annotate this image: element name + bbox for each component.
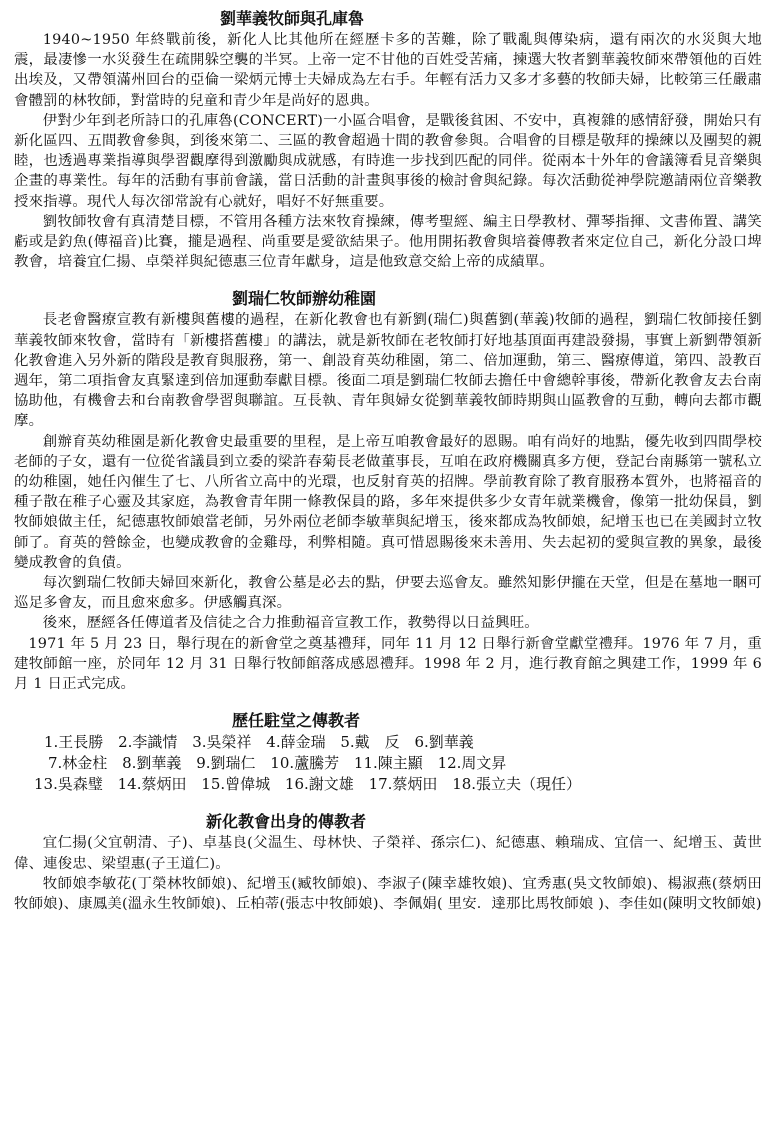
section-preachers-list xyxy=(14,710,762,795)
list-row xyxy=(14,753,762,774)
paragraph: 伊對少年到老所詩口的孔庫魯(CONCERT)一小區合唱會，是戰後貧困、不安中，真複雜的感情舒發，開始只有新化區四、五間教會參與，到後來第二、三區的教會超過十間的教會參與。合唱會的目標是敬拜的操練以及團契的親睦，也透過專業指導與學習觀摩得到激勵與成就感，有時進一步找到匹配的同伴。從兩本十外年的會議簿看見音樂與企畫的專業性。每年的活動有事前會議，當日活動的計畫與事後的檢討會與紀錄。每次活動從神學院邀請兩位音樂教授來指導。現代人每次卻常說有心就好，唱好不好無重要。 xyxy=(14,112,762,210)
list-item: 13.吳森璧 xyxy=(34,775,103,794)
list-item: 3.吳榮祥 xyxy=(192,733,252,752)
document-page xyxy=(14,8,762,914)
section-liu-huayi xyxy=(14,8,762,272)
section-title: 歷任駐堂之傳教者 xyxy=(232,711,361,731)
list-item: 11.陳主顯 xyxy=(353,754,423,773)
paragraph: 1971 年 5 月 23 日，舉行現在的新會堂之奠基禮拜，同年 11 月 12 日舉行新會堂獻堂禮拜。1976 年 7 月，重建牧師館一座，於同年 12 月 31 日舉行牧師館落成感恩禮拜。1998 年 2 月，進行教育館之興建工作，1999 年 6 月 1 日正式完成。 xyxy=(14,635,762,693)
paragraph: 宜仁揚(父宜朝清、子)、卓基良(父温生、母林快、子榮祥、孫宗仁)、紀德惠、賴瑞成、宜信一、紀增玉、黃世偉、連俊忠、梁望惠(子王道仁)。 xyxy=(14,835,762,872)
section-liu-ruiren xyxy=(14,288,762,694)
list-row xyxy=(14,732,762,753)
paragraph: 後來，歷經各任傳道者及信徒之合力推動福音宣教工作，教勢得以日益興旺。 xyxy=(42,615,539,632)
paragraph: 牧師娘李敏花(丁榮林牧師娘)、紀增玉(臧牧師娘)、李淑子(陳幸雄牧娘)、宜秀惠(吳文牧師娘)、楊淑燕(蔡炳田牧師娘)、康鳳美(溫永生牧師娘)、丘柏蒂(張志中牧師娘)、李佩娟( 里安．達那比馬牧師娘 )、李佳如(陳明文牧師娘) xyxy=(14,875,762,912)
list-item: 6.劉華義 xyxy=(414,733,474,752)
list-item: 17.蔡炳田 xyxy=(368,775,438,794)
list-item: 2.李識情 xyxy=(118,733,178,752)
section-title: 劉華義牧師與孔庫魯 xyxy=(220,9,365,28)
list-row xyxy=(14,774,762,795)
list-item: 12.周文昇 xyxy=(437,754,507,773)
list-item: 15.曾偉城 xyxy=(201,775,271,794)
list-item: 4.薛金瑞 xyxy=(266,733,326,752)
paragraph: 創辦育英幼稚園是新化教會史最重要的里程，是上帝互咱教會最好的恩賜。咱有尚好的地點，優先收到四間學校老師的子女，還有一位從省議員到立委的梁許春菊長老做董事長，互咱在政府機關真多方便，登記台南縣第一號私立的幼稚園，她任內催生了七、八所省立高中的光環，也反射育英的招牌。學前教育除了教育服務本質外，也將福音的種子散在稚子心靈及其家庭，為教會青年開一條教保員的路，多年來提供多少女青年就業機會，像第一批幼保員，劉牧師娘做主任，紀德惠牧師娘當老師，另外兩位老師李敏華與紀增玉，後來都成為牧師娘，紀增玉也已在美國封立牧師了。育英的營餘金，也變成教會的金雞母，利弊相隨。真可惜恩賜後來未善用、失去起初的愛與宣教的異象，最後變成教會的負債。 xyxy=(14,433,762,571)
section-title: 新化教會出身的傳教者 xyxy=(206,812,367,832)
list-item: 7.林金柱 xyxy=(48,754,108,773)
list-item: 14.蔡炳田 xyxy=(117,775,187,794)
list-item: 5.戴 反 xyxy=(340,733,400,752)
paragraph: 劉牧師牧會有真清楚目標，不管用各種方法來牧育操練，傳考聖經、編主日學教材、彈琴指揮、文書佈置、講笑虧或是釣魚(傳福音)比賽，攏是過程、尚重要是愛欲結果子。他用開拓教會與培養傳教者來定位自己，新化分設口埤教會，培養宜仁揚、卓榮祥與紀德惠三位青年獻身，這是他致意交給上帝的成績單。 xyxy=(14,213,762,271)
paragraph: 長老會醫療宣教有新樓與舊樓的過程，在新化教會也有新劉(瑞仁)與舊劉(華義)牧師的過程，劉瑞仁牧師接任劉華義牧師來牧會，當時有「新樓搭舊樓」的講法，就是新牧師在老牧師打好地基頂面再建設發揚，事實上新劉帶領新化教會進入另外新的階段是教育與服務，第一、創設育英幼稚園，第二、倍加運動，第三、醫療傳道，第四、設教百週年，第二項指會友真緊達到倍加運動奉獻目標。後面二項是劉瑞仁牧師去擔任中會總幹事後，帶新化教會友去台南協助他，有機會去和台南教會學習與聯誼。互長執、青年與婦女從劉華義牧師時期與山區教會的互動，轉向去都市觀摩。 xyxy=(14,312,762,430)
paragraph: 1940~1950 年終戰前後，新化人比其他所在經歷卡多的苦難，除了戰亂與傳染病，還有兩次的水災與大地震，最凄慘一水災發生在疏開躲空襲的半冥。上帝一定不甘他的百姓受苦痛，揀選大牧者劉華義牧師來帶領他的百姓出埃及，又帶領滿州回台的亞倫一梁炳元博士夫婦成為左右手。年輕有活力又多才多藝的牧師夫婦，比較第三任嚴肅會體罰的林牧師，對當時的兒童和青少年是尚好的恩典。 xyxy=(14,32,762,109)
section-native-preachers xyxy=(14,811,762,914)
paragraph: 每次劉瑞仁牧師夫婦回來新化，教會公墓是必去的點，伊要去巡會友。雖然知影伊攏在天堂，但是在墓地一睏可巡足多會友，而且愈來愈多。伊感觸真深。 xyxy=(14,575,762,612)
list-item: 1.王長勝 xyxy=(44,733,104,752)
list-item: 10.蘆騰芳 xyxy=(270,754,340,773)
list-item: 9.劉瑞仁 xyxy=(196,754,256,773)
list-item: 16.謝文雄 xyxy=(284,775,354,794)
section-title: 劉瑞仁牧師辦幼稚園 xyxy=(232,289,377,309)
list-item: 8.劉華義 xyxy=(122,754,182,773)
list-item: 18.張立夫（現任） xyxy=(452,775,582,794)
